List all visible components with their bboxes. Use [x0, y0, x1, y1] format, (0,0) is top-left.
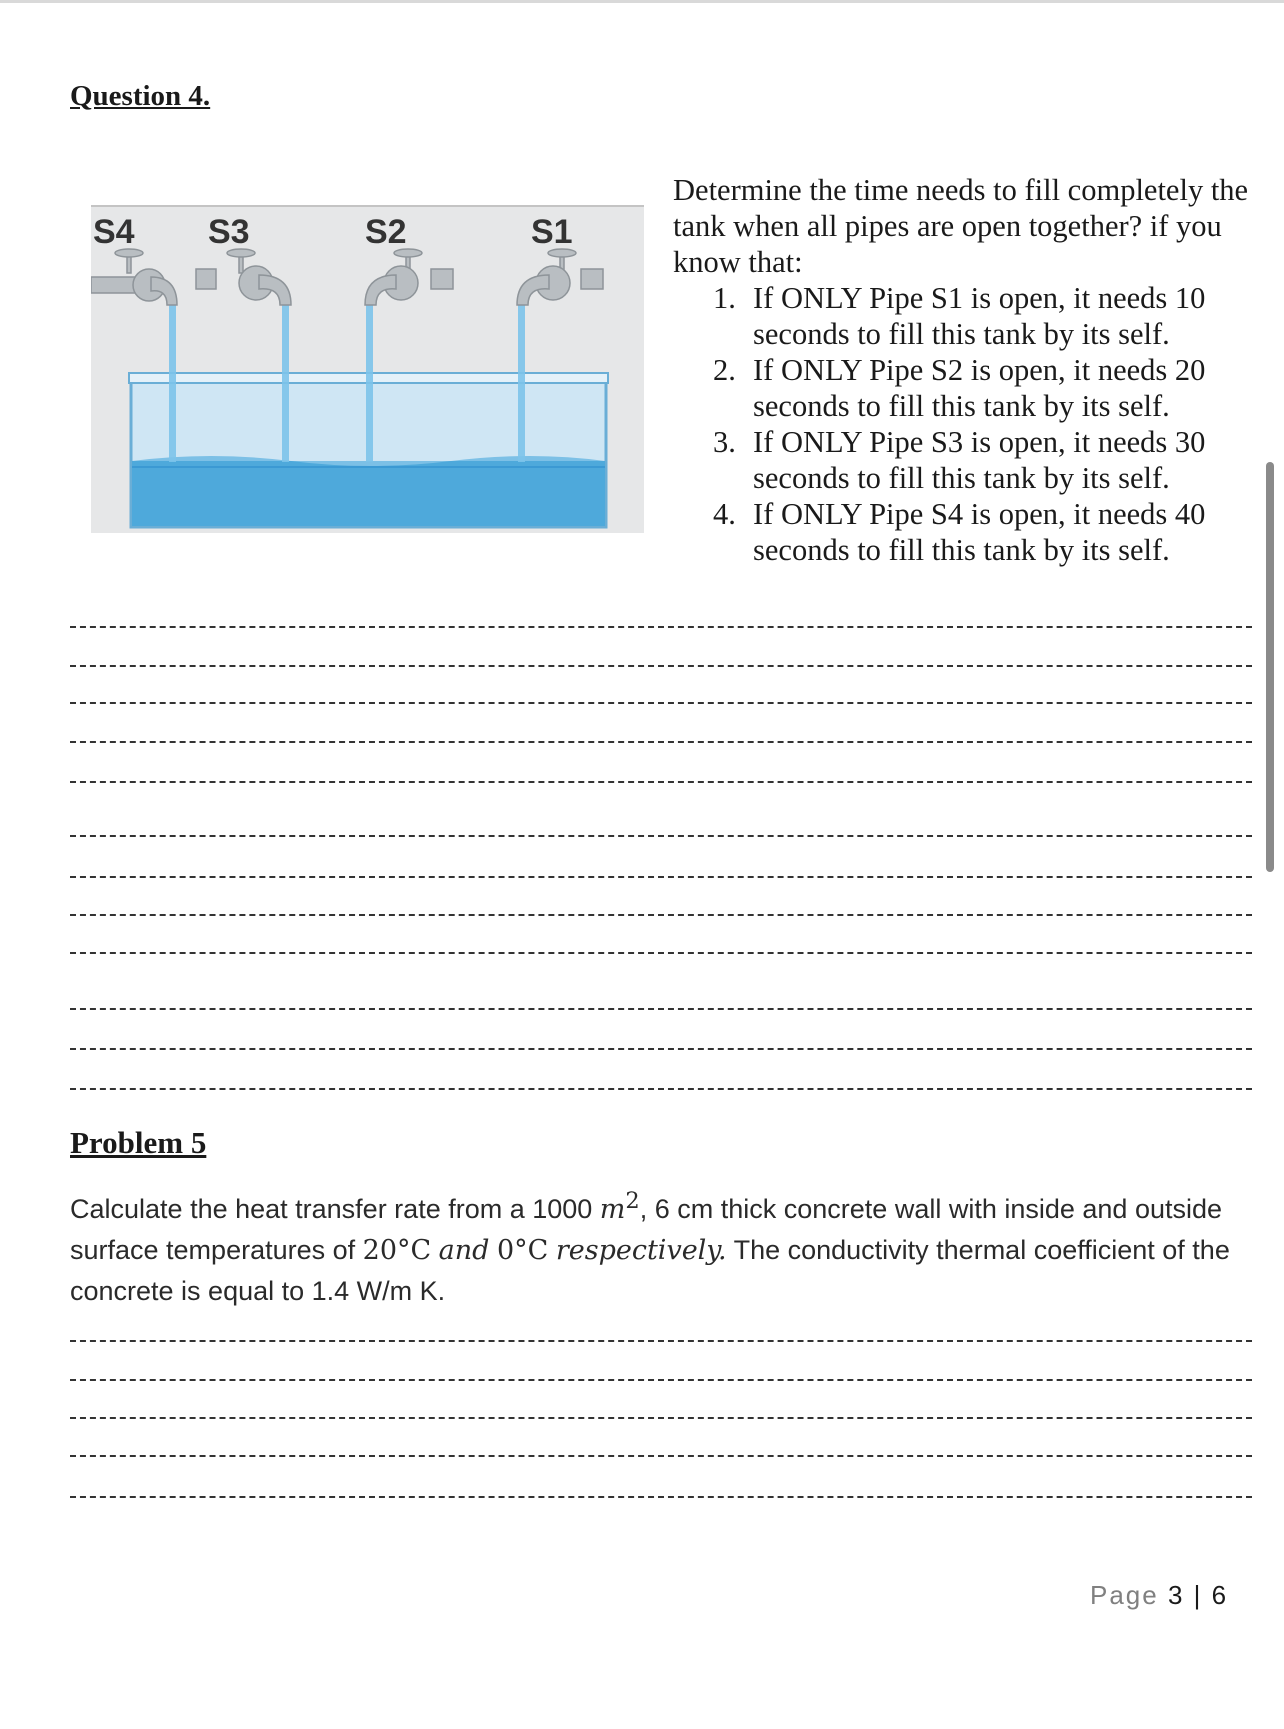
answer-line — [70, 1496, 1252, 1498]
stream-s1 — [518, 305, 525, 462]
pipes-tank-figure — [91, 205, 644, 533]
pipe-label-s4: S4 — [93, 213, 135, 251]
answer-line — [70, 1008, 1252, 1010]
answer-line — [70, 1379, 1252, 1381]
conditions-list — [673, 280, 1263, 568]
stream-s2 — [366, 305, 373, 462]
problem-title: Problem 5 — [70, 1125, 207, 1160]
answer-line — [70, 1455, 1252, 1457]
stream-s4 — [169, 305, 176, 462]
problem-text: Calculate the heat transfer rate from a 1000 $m^2$, 6 cm thick concrete wall with inside and outside surface temperatures of 20°C and 0°C respectively. The conductivity thermal coefficient of the concrete is equal to 1.4 W/m K. — [70, 1188, 1230, 1306]
question-title: Question 4. — [70, 80, 211, 112]
question-intro: Determine the time needs to fill completely the tank when all pipes are open together? if you know that: — [673, 173, 1249, 279]
top-border — [0, 0, 1284, 3]
list-item: 2. If ONLY Pipe S2 is open, it needs 20 seconds to fill this tank by its self. — [713, 353, 1206, 423]
answer-line — [70, 626, 1252, 628]
answer-line — [70, 835, 1252, 837]
list-item: 3. If ONLY Pipe S3 is open, it needs 30 seconds to fill this tank by its self. — [713, 425, 1206, 495]
answer-line — [70, 952, 1252, 954]
answer-line — [70, 914, 1252, 916]
answer-line — [70, 1340, 1252, 1342]
answer-line — [70, 702, 1252, 704]
list-item: 1. If ONLY Pipe S1 is open, it needs 10 seconds to fill this tank by its self. — [713, 281, 1206, 351]
answer-line — [70, 781, 1252, 783]
answer-line — [70, 1048, 1252, 1050]
pipe-label-s3: S3 — [208, 213, 250, 251]
pipe-label-s1: S1 — [531, 213, 573, 251]
stream-s3 — [282, 305, 289, 462]
answer-line — [70, 876, 1252, 878]
pipe-label-s2: S2 — [365, 213, 407, 251]
answer-line — [70, 1088, 1252, 1090]
tank-water — [132, 461, 605, 526]
answer-line — [70, 741, 1252, 743]
question-text — [673, 172, 1263, 568]
list-item: 4. If ONLY Pipe S4 is open, it needs 40 seconds to fill this tank by its self. — [713, 497, 1206, 567]
answer-line — [70, 1417, 1252, 1419]
scrollbar[interactable] — [1266, 462, 1274, 872]
page-number: Page 3 | 6 — [1090, 1580, 1229, 1610]
answer-line — [70, 665, 1252, 667]
